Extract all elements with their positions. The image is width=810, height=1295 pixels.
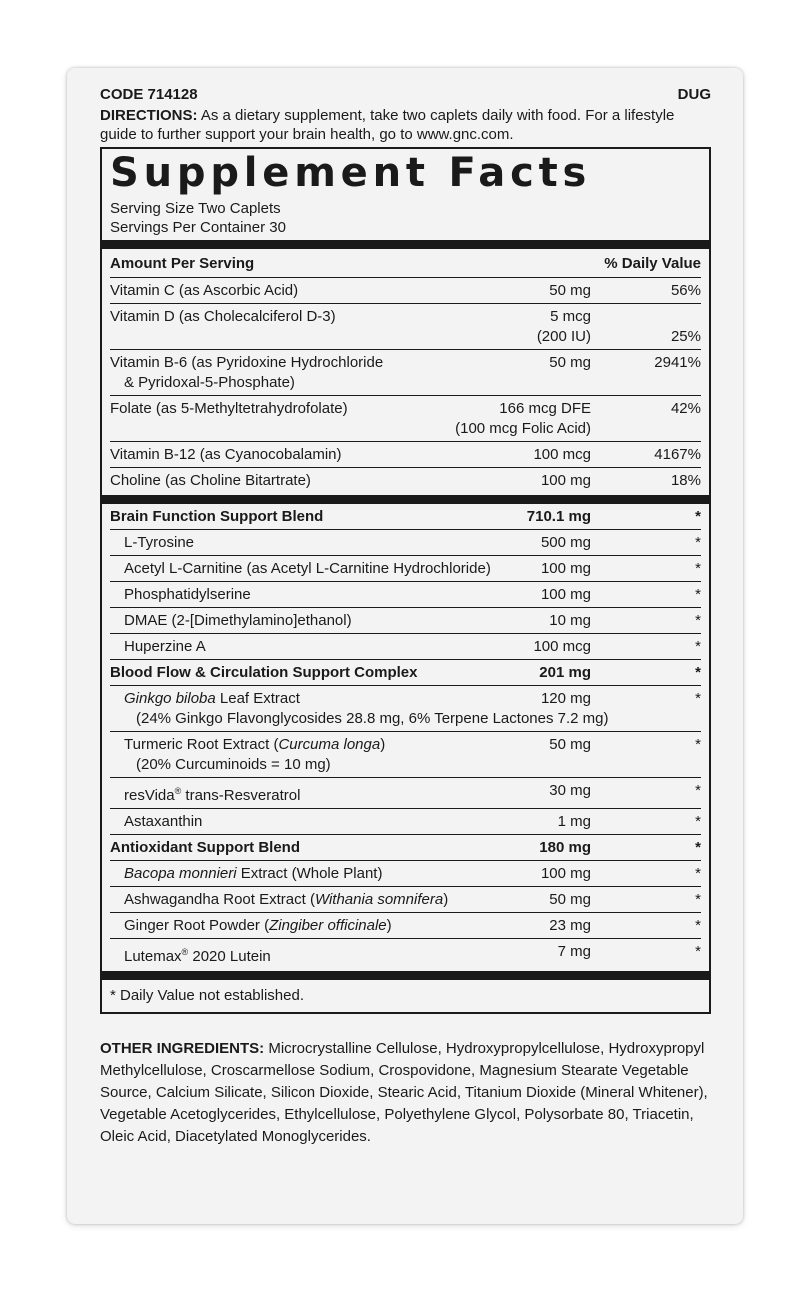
product-code: CODE 714128 [100, 86, 198, 103]
serving-info [110, 199, 701, 237]
ingredient-detail: (24% Ginkgo Flavonglycosides 28.8 mg, 6% Terpene Lactones 7.2 mg) [136, 710, 609, 727]
ingredient-name [110, 689, 481, 709]
ingredient-dv: * [695, 586, 701, 603]
nutrient-row-vitamin-c [110, 278, 701, 304]
name-post: trans-Resveratrol [181, 787, 301, 804]
blend-name: Antioxidant Support Blend [110, 839, 300, 856]
nutrient-amount: 50 mg [549, 282, 591, 299]
ingredient-row-ashwagandha [110, 887, 701, 913]
blend-row-brain-function [110, 504, 701, 530]
thick-divider [102, 971, 709, 980]
ingredient-name [110, 864, 481, 884]
blend-amount: 201 mg [539, 664, 591, 681]
daily-value-footnote: * Daily Value not established. [110, 987, 305, 1004]
nutrient-name: Choline (as Choline Bitartrate) [110, 472, 311, 489]
latin-name: Withania somnifera [314, 891, 444, 908]
other-ingredients-label: OTHER INGREDIENTS: [100, 1040, 265, 1057]
nutrient-row-vitamin-b12 [110, 442, 701, 468]
blend-amount: 180 mg [539, 839, 591, 856]
blend-dv: * [695, 839, 701, 856]
nutrient-amount [451, 307, 591, 347]
amount-line2: (100 mcg Folic Acid) [455, 420, 591, 437]
servings-per-container: Servings Per Container 30 [110, 219, 286, 236]
nutrient-dv: 2941% [654, 354, 701, 371]
supplement-label-panel [67, 68, 743, 1224]
nutrient-dv: 42% [670, 400, 701, 417]
directions-text: As a dietary supplement, take two caplets daily with food. For a lifestyle guide to further support your brain health, go to www.gnc.com. [100, 107, 675, 143]
latin-name: Curcuma longa [278, 736, 381, 753]
ingredient-name: DMAE (2-[Dimethylamino]ethanol) [124, 612, 352, 629]
label-content [100, 86, 711, 1148]
ingredient-dv: * [695, 865, 701, 882]
ingredient-dv: * [695, 612, 701, 629]
thick-divider [102, 495, 709, 504]
nutrient-row-vitamin-b6 [110, 350, 701, 396]
name-pre: Ashwagandha Root Extract ( [124, 891, 315, 908]
ingredient-row [110, 634, 701, 660]
nutrient-name: Vitamin B-12 (as Cyanocobalamin) [110, 446, 342, 463]
registered-mark: ® [174, 786, 182, 796]
nutrient-name [110, 353, 451, 393]
ingredient-amount: 10 mg [549, 612, 591, 629]
nutrient-name: Vitamin C (as Ascorbic Acid) [110, 282, 299, 299]
ingredient-row [110, 582, 701, 608]
nutrient-row-folate [110, 396, 701, 442]
amount-line1: 166 mcg DFE [499, 400, 591, 417]
name-line2: & Pyridoxal-5-Phosphate) [124, 374, 295, 391]
blend-row-blood-flow [110, 660, 701, 686]
nutrient-row-choline [110, 468, 701, 493]
latin-name: Zingiber officinale [269, 917, 387, 934]
ingredient-dv: * [695, 943, 701, 960]
ingredient-row-ginger [110, 913, 701, 939]
ingredient-name [110, 942, 481, 967]
ingredient-name [110, 781, 481, 806]
ingredient-amount: 100 mg [540, 586, 591, 603]
nutrient-amount: 100 mcg [533, 446, 591, 463]
name-post: ) [443, 891, 449, 908]
name-pre: Ginger Root Powder ( [124, 917, 270, 934]
ingredient-row-bacopa [110, 861, 701, 887]
ingredient-amount: 30 mg [549, 782, 591, 799]
supplement-facts-panel [100, 147, 711, 1014]
blend-dv: * [695, 508, 701, 525]
nutrient-row-vitamin-d [110, 304, 701, 350]
serving-size: Serving Size Two Caplets [110, 200, 281, 217]
ingredient-name: Acetyl L-Carnitine (as Acetyl L-Carnitine Hydrochloride) [124, 560, 491, 577]
ingredient-dv: * [695, 917, 701, 934]
thick-divider [102, 240, 709, 249]
ingredient-row-lutemax [110, 939, 701, 969]
ingredient-amount: 50 mg [549, 736, 591, 753]
code-row [100, 86, 711, 104]
ingredient-row [110, 530, 701, 556]
nutrient-dv: 18% [670, 472, 701, 489]
ingredient-amount: 500 mg [540, 534, 591, 551]
ingredient-row-ginkgo [110, 686, 701, 732]
lot-code: DUG [677, 86, 711, 103]
latin-name: Bacopa monnieri [124, 865, 237, 882]
ingredient-detail: (20% Curcuminoids = 10 mg) [136, 756, 331, 773]
dv-value: 25% [670, 328, 701, 345]
other-ingredients-text: Microcrystalline Cellulose, Hydroxypropylcellulose, Hydroxypropyl Methylcellulose, Croscarmellose Sodium, Crospovidone, Magnesium Stearate Vegetable Source, Calcium Silicate, Silicon Dioxide, Stearic Acid, Titanium Dioxide (Mineral Whitener), Vegetable Acetoglycerides, Ethylcellulose, Polyethylene Glycol, Polysorbate 80, Triacetin, Oleic Acid, Diacetylated Monoglycerides. [100, 1040, 708, 1145]
amount-line1: 5 mcg [550, 308, 591, 325]
ingredient-amount: 120 mg [540, 690, 591, 707]
blend-dv: * [695, 664, 701, 681]
nutrient-amount: 50 mg [549, 354, 591, 371]
name-post: ) [380, 736, 386, 753]
ingredient-dv: * [695, 638, 701, 655]
ingredient-amount: 7 mg [557, 943, 591, 960]
ingredient-row-resvida [110, 778, 701, 809]
ingredient-name: L-Tyrosine [124, 534, 195, 551]
ingredient-row-turmeric [110, 732, 701, 778]
ingredient-dv: * [695, 736, 701, 753]
nutrient-name: Vitamin D (as Cholecalciferol D-3) [110, 308, 336, 325]
ingredient-amount: 1 mg [557, 813, 591, 830]
name-pre: Turmeric Root Extract ( [124, 736, 279, 753]
blend-row-antioxidant [110, 835, 701, 861]
blend-amount: 710.1 mg [526, 508, 591, 525]
ingredient-amount: 23 mg [549, 917, 591, 934]
nutrient-dv [591, 307, 701, 347]
blend-name: Blood Flow & Circulation Support Complex [110, 664, 418, 681]
name-line1: Vitamin B-6 (as Pyridoxine Hydrochloride [110, 354, 384, 371]
name-pre: resVida [124, 787, 175, 804]
ingredient-amount: 100 mg [540, 865, 591, 882]
ingredient-dv: * [695, 690, 701, 707]
ingredient-name: Phosphatidylserine [124, 586, 251, 603]
nutrient-name: Folate (as 5-Methyltetrahydrofolate) [110, 400, 348, 417]
ingredient-name [110, 735, 481, 755]
name-post: 2020 Lutein [188, 948, 271, 965]
ingredient-name: Huperzine A [124, 638, 206, 655]
registered-mark: ® [181, 947, 189, 957]
nutrient-amount [421, 399, 591, 439]
amount-header: Amount Per Serving [110, 255, 255, 272]
ingredient-row [110, 608, 701, 634]
ingredient-row [110, 556, 701, 582]
other-ingredients [100, 1038, 711, 1148]
name-rest: Extract (Whole Plant) [236, 865, 383, 882]
ingredient-amount: 50 mg [549, 891, 591, 908]
ingredient-name: Astaxanthin [124, 813, 203, 830]
name-rest: Leaf Extract [215, 690, 300, 707]
ingredient-row-astaxanthin [110, 809, 701, 835]
dv-header: % Daily Value [604, 255, 701, 272]
ingredient-name [110, 916, 481, 936]
ingredient-dv: * [695, 891, 701, 908]
directions [100, 106, 711, 144]
ingredient-amount: 100 mg [540, 560, 591, 577]
blend-name: Brain Function Support Blend [110, 508, 324, 525]
name-pre: Lutemax [124, 948, 182, 965]
latin-name: Ginkgo biloba [124, 690, 216, 707]
nutrient-amount: 100 mg [540, 472, 591, 489]
directions-label: DIRECTIONS: [100, 107, 198, 124]
column-header [110, 249, 701, 278]
ingredient-dv: * [695, 782, 701, 799]
ingredient-dv: * [695, 534, 701, 551]
supplement-facts-title: Supplement Facts [110, 150, 592, 196]
nutrient-dv: 56% [670, 282, 701, 299]
ingredient-dv: * [695, 813, 701, 830]
ingredient-amount: 100 mcg [533, 638, 591, 655]
ingredient-name [110, 890, 481, 910]
name-post: ) [386, 917, 392, 934]
nutrient-dv: 4167% [654, 446, 701, 463]
amount-line2: (200 IU) [536, 328, 591, 345]
ingredient-dv: * [695, 560, 701, 577]
